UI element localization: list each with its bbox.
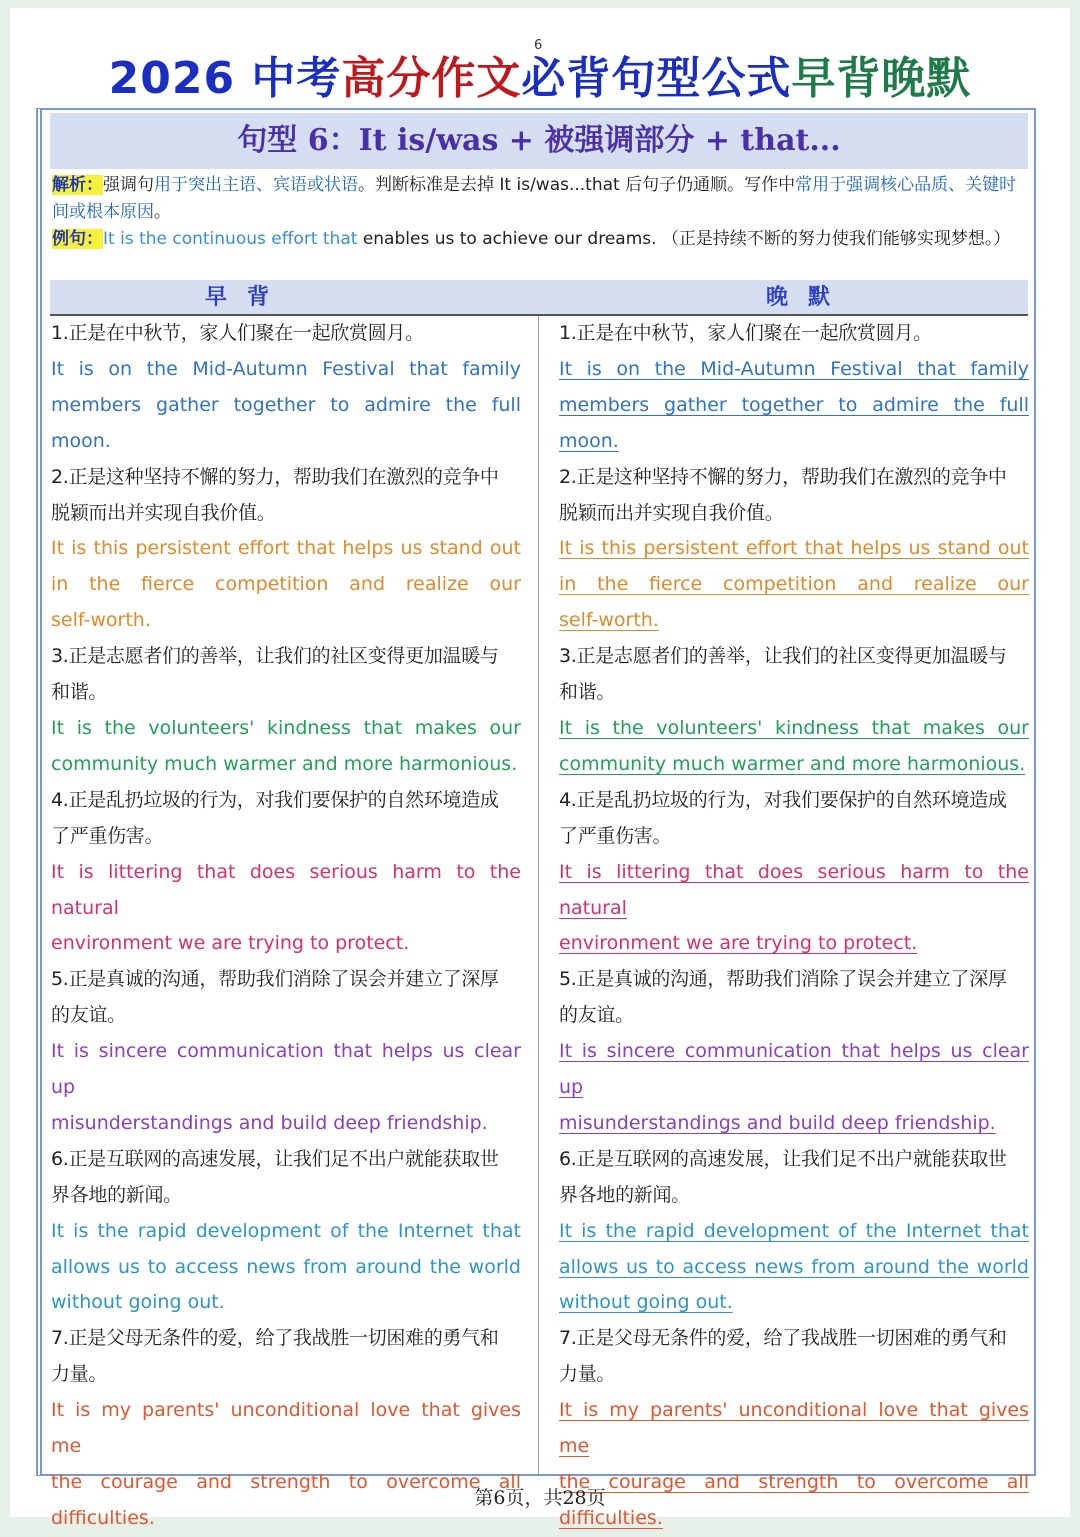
column-header-left: 早背: [205, 284, 290, 310]
column-header: [50, 280, 1028, 316]
sentence-block: [559, 460, 1029, 640]
sentence-chinese-line: 了严重伤害。: [559, 824, 672, 847]
sentence-chinese-line: 7.正是父母无条件的爱，给了我战胜一切困难的勇气和: [559, 1327, 1007, 1350]
title-part-1: 2026 中考: [108, 53, 342, 104]
page-title: [0, 42, 1080, 106]
sentence-english-line: members gather together to admire the full: [51, 393, 521, 416]
sentence-english-line: moon.: [51, 429, 111, 452]
sentence-english-line: It is my parents' unconditional love that gives me: [51, 1399, 521, 1458]
sentence-english-line: community much warmer and more harmonious.: [559, 752, 1026, 775]
sentence-chinese-line: 的友谊。: [51, 1004, 126, 1027]
analysis-highlight-1: 用于突出主语、宾语或状语: [154, 175, 358, 195]
analysis-highlight-2: 常用于强调核心品质、关键时间或根本原因: [52, 175, 1017, 222]
analysis-label: 解析：: [52, 175, 103, 195]
sentence-chinese-line: 1.正是在中秋节，家人们聚在一起欣赏圆月。: [51, 322, 424, 344]
sentence-chinese-line: 和谐。: [51, 681, 108, 704]
sentence-english-line: community much warmer and more harmonious.: [51, 752, 518, 775]
sentence-english-line: misunderstandings and build deep friendship.: [51, 1111, 488, 1134]
sentence-english-line: It is the rapid development of the Internet that: [559, 1219, 1029, 1242]
column-divider: [538, 316, 539, 1474]
title-part-4: 早背晚默: [791, 53, 972, 104]
sentence-chinese-line: 2.正是这种坚持不懈的努力，帮助我们在激烈的竞争中: [559, 465, 1007, 488]
column-memorize: [51, 316, 521, 1537]
sentence-block: [559, 962, 1029, 1142]
sentence-chinese-line: 界各地的新闻。: [51, 1183, 182, 1206]
page-footer: 第6页，共28页: [474, 1487, 606, 1509]
sentence-chinese-line: 脱颖而出并实现自我价值。: [51, 501, 276, 524]
sentence-block: [559, 639, 1029, 783]
example-paragraph: [52, 226, 1030, 253]
sentence-english-line: misunderstandings and build deep friendship.: [559, 1111, 996, 1134]
example-label: 例句：: [52, 229, 103, 249]
sentence-english-line: allows us to access news from around the world: [559, 1255, 1029, 1278]
sentence-english-line: It is on the Mid-Autumn Festival that family: [559, 357, 1029, 380]
sentence-english-line: in the fierce competition and realize our: [559, 573, 1029, 596]
sentence-english-line: the courage and strength to overcome all: [51, 1471, 521, 1493]
sentence-chinese-line: 脱颖而出并实现自我价值。: [559, 501, 784, 524]
column-header-right: 晚默: [766, 284, 851, 310]
sentence-english-line: It is on the Mid-Autumn Festival that family: [51, 357, 521, 380]
sentence-chinese-line: 力量。: [559, 1363, 616, 1386]
pattern-heading: 句型 6：It is/was + 被强调部分 + that...: [50, 113, 1028, 169]
sentence-block: [51, 962, 521, 1142]
sentence-block: [51, 639, 521, 783]
analysis-text-2: 。判断标准是去掉 It is/was...that 后句子仍通顺。写作中: [358, 175, 796, 195]
example-text: enables us to achieve our dreams. （正是持续不断的努力使我们能够实现梦想。）: [357, 229, 1011, 249]
sentence-block: [51, 316, 521, 460]
sentence-english-line: It is the rapid development of the Internet that: [51, 1219, 521, 1242]
sentence-english-line: It is littering that does serious harm to the natural: [559, 860, 1029, 919]
sentence-english-line: It is this persistent effort that helps us stand out: [51, 537, 521, 560]
sentence-chinese-line: 5.正是真诚的沟通，帮助我们消除了误会并建立了深厚: [51, 968, 499, 991]
sentence-english-line: moon.: [559, 429, 619, 452]
sentence-chinese-line: 5.正是真诚的沟通，帮助我们消除了误会并建立了深厚: [559, 968, 1007, 991]
sentence-block: [51, 460, 521, 640]
analysis-text-1: 强调句: [103, 175, 154, 195]
sentence-chinese-line: 力量。: [51, 1363, 108, 1386]
sentence-english-line: environment we are trying to protect.: [559, 932, 918, 955]
page-number-top: 6: [534, 38, 543, 53]
sentence-english-line: difficulties.: [51, 1506, 155, 1529]
sentence-chinese-line: 1.正是在中秋节，家人们聚在一起欣赏圆月。: [559, 322, 932, 344]
sentence-english-line: It is sincere communication that helps us clear up: [559, 1040, 1029, 1099]
sentence-english-line: It is littering that does serious harm to the natural: [51, 860, 521, 919]
sentence-block: [51, 1142, 521, 1322]
sentence-english-line: the courage and strength to overcome all: [559, 1471, 1029, 1493]
sentence-block: [51, 783, 521, 963]
sentence-english-line: It is sincere communication that helps us clear up: [51, 1040, 521, 1099]
analysis-paragraph: [52, 172, 1030, 226]
sentence-block: [559, 783, 1029, 963]
sentence-english-line: It is the volunteers' kindness that makes our: [559, 716, 1029, 739]
title-part-2: 高分作文: [341, 53, 522, 104]
sentence-chinese-line: 3.正是志愿者们的善举，让我们的社区变得更加温暖与: [51, 645, 499, 668]
sentence-english-line: difficulties.: [559, 1506, 663, 1529]
sentence-chinese-line: 界各地的新闻。: [559, 1183, 690, 1206]
sentence-english-line: It is the volunteers' kindness that makes our: [51, 716, 521, 739]
sentence-english-line: self-worth.: [559, 609, 659, 632]
title-part-3: 必背句型公式: [521, 53, 792, 104]
sentence-english-line: without going out.: [51, 1291, 225, 1314]
analysis-text-3: 。: [154, 202, 171, 222]
sentence-chinese-line: 了严重伤害。: [51, 824, 164, 847]
sentence-english-line: It is my parents' unconditional love that gives me: [559, 1399, 1029, 1458]
sentence-english-line: in the fierce competition and realize our: [51, 573, 521, 596]
analysis-block: [52, 172, 1030, 253]
sentence-block: [559, 316, 1029, 460]
sentence-chinese-line: 4.正是乱扔垃圾的行为，对我们要保护的自然环境造成: [51, 788, 499, 811]
sentence-english-line: It is this persistent effort that helps us stand out: [559, 537, 1029, 560]
sentence-chinese-line: 6.正是互联网的高速发展，让我们足不出户就能获取世: [559, 1147, 1007, 1170]
sentence-english-line: self-worth.: [51, 609, 151, 632]
sentence-english-line: allows us to access news from around the world: [51, 1255, 521, 1278]
sentence-chinese-line: 的友谊。: [559, 1004, 634, 1027]
sentence-chinese-line: 4.正是乱扔垃圾的行为，对我们要保护的自然环境造成: [559, 788, 1007, 811]
sentence-chinese-line: 7.正是父母无条件的爱，给了我战胜一切困难的勇气和: [51, 1327, 499, 1350]
example-highlight: It is the continuous effort that: [103, 229, 358, 249]
sentence-chinese-line: 3.正是志愿者们的善举，让我们的社区变得更加温暖与: [559, 645, 1007, 668]
column-dictation: [559, 316, 1029, 1537]
sentence-english-line: members gather together to admire the full: [559, 393, 1029, 416]
sentence-chinese-line: 6.正是互联网的高速发展，让我们足不出户就能获取世: [51, 1147, 499, 1170]
sentence-chinese-line: 2.正是这种坚持不懈的努力，帮助我们在激烈的竞争中: [51, 465, 499, 488]
sentence-english-line: without going out.: [559, 1291, 733, 1314]
sentence-english-line: environment we are trying to protect.: [51, 932, 410, 955]
sentence-chinese-line: 和谐。: [559, 681, 616, 704]
sentence-block: [559, 1142, 1029, 1322]
